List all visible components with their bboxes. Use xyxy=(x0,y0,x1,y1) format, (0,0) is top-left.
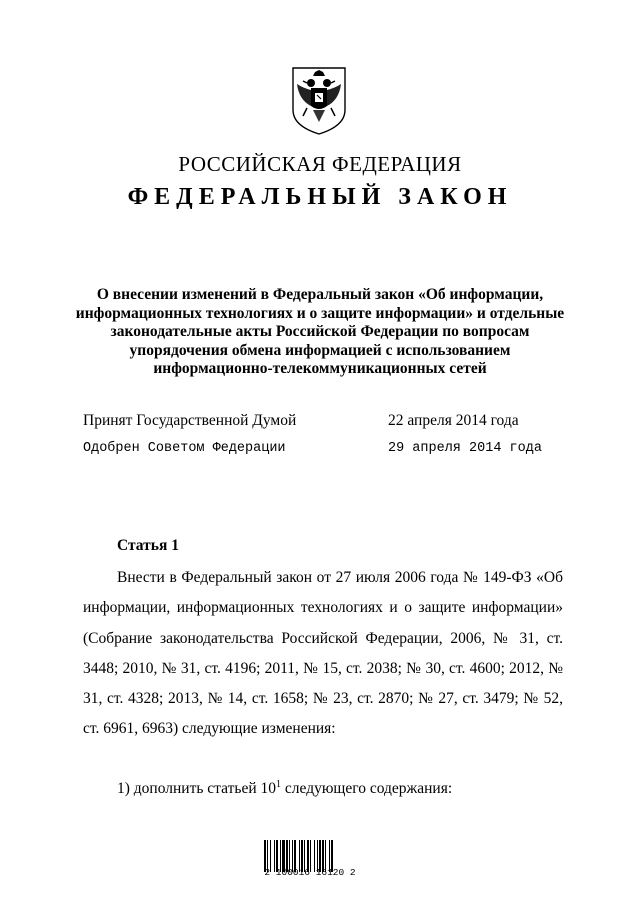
law-title xyxy=(60,286,580,379)
adoption-label: Принят Государственной Думой xyxy=(83,412,297,429)
law-title-line: информационно-телекоммуникационных сетей xyxy=(153,360,487,377)
list-item xyxy=(117,780,452,798)
document-type: ФЕДЕРАЛЬНЫЙ ЗАКОН xyxy=(127,184,513,210)
article-heading: Статья 1 xyxy=(117,537,179,554)
law-title-line: О внесении изменений в Федеральный закон «Об информации, xyxy=(96,286,544,303)
item-superscript: 1 xyxy=(276,779,282,790)
item-text-start: 1) дополнить статьей 10 xyxy=(117,780,277,797)
law-title-line: законодательные акты Российской Федерации по вопросам xyxy=(110,323,530,340)
law-title-line: информационных технологиях и о защите информации» и отдельные xyxy=(75,304,565,322)
item-text-end: следующего содержания: xyxy=(281,780,453,797)
adoption-date: 29 апреля 2014 года xyxy=(388,441,542,456)
article-paragraph: Внести в Федеральный закон от 27 июля 2006 года № 149-ФЗ «Об информации, информационных технологиях и о защите информации» (Собрание законодательства Российской Федерации, 2006, № 31, ст. 3448; 2010, № 31, ст. 4196; 2011, № 15, ст. 2038; № 30, ст. 4600; 2012, № 31, ст. 4328; 2013, № 14, ст. 1658; № 23, ст. 2870; № 27, ст. 3479; № 52, ст. 6961, 6963) следующие изменения: xyxy=(83,569,563,738)
adoption-label: Одобрен Советом Федерации xyxy=(83,441,286,456)
barcode-number: 2 100016 16120 2 xyxy=(264,867,356,878)
russian-coat-of-arms-icon xyxy=(289,66,349,136)
law-title-line: упорядочения обмена информацией с использованием xyxy=(129,341,511,359)
adoption-date: 22 апреля 2014 года xyxy=(388,412,519,429)
country-name: РОССИЙСКАЯ ФЕДЕРАЦИЯ xyxy=(178,152,462,176)
